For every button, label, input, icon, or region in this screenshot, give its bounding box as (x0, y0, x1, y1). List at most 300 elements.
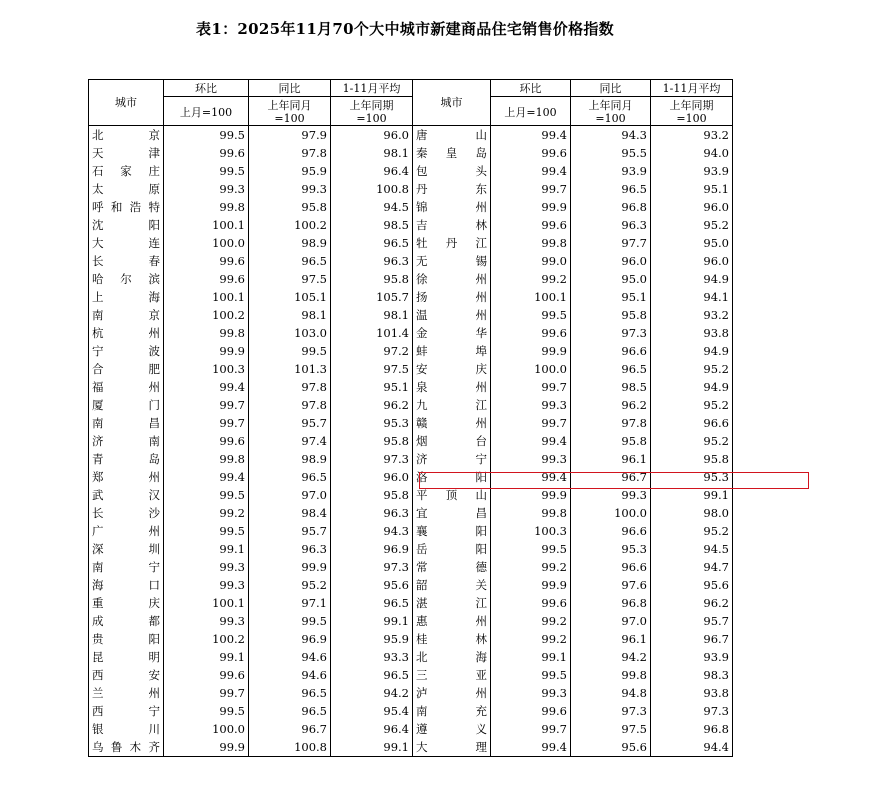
right-yoy-cell: 96.6 (571, 342, 651, 360)
left-mom-cell: 99.6 (164, 252, 249, 270)
right-mom-cell: 99.4 (491, 162, 571, 180)
left-city-cell: 南宁 (89, 558, 164, 576)
table-row (89, 612, 733, 630)
table-row (89, 738, 733, 757)
left-mom-cell: 99.3 (164, 180, 249, 198)
left-city-cell: 大连 (89, 234, 164, 252)
left-city-cell: 上海 (89, 288, 164, 306)
table-row (89, 378, 733, 396)
left-mom-cell: 99.5 (164, 486, 249, 504)
left-avg-cell: 95.4 (331, 702, 413, 720)
table-row (89, 414, 733, 432)
left-mom-cell: 99.3 (164, 576, 249, 594)
right-yoy-cell: 96.7 (571, 468, 651, 486)
right-avg-cell: 93.2 (651, 126, 733, 145)
right-city-cell: 宜昌 (413, 504, 491, 522)
avg-header-right: 1-11月平均 (651, 80, 733, 97)
left-mom-cell: 99.5 (164, 162, 249, 180)
right-avg-cell: 93.9 (651, 162, 733, 180)
right-mom-cell: 99.1 (491, 648, 571, 666)
left-avg-cell: 96.4 (331, 720, 413, 738)
left-avg-cell: 96.0 (331, 126, 413, 145)
table-row (89, 450, 733, 468)
right-yoy-cell: 95.8 (571, 306, 651, 324)
left-avg-cell: 96.5 (331, 594, 413, 612)
right-avg-cell: 93.9 (651, 648, 733, 666)
left-avg-cell: 95.1 (331, 378, 413, 396)
right-mom-cell: 99.8 (491, 234, 571, 252)
yoy-header-left: 同比 (249, 80, 331, 97)
right-mom-cell: 99.6 (491, 216, 571, 234)
right-yoy-cell: 96.5 (571, 360, 651, 378)
right-city-cell: 徐州 (413, 270, 491, 288)
table-row (89, 666, 733, 684)
left-avg-cell: 98.1 (331, 306, 413, 324)
right-avg-cell: 94.0 (651, 144, 733, 162)
left-mom-cell: 99.1 (164, 540, 249, 558)
table-row (89, 288, 733, 306)
left-city-cell: 南昌 (89, 414, 164, 432)
left-mom-cell: 99.6 (164, 270, 249, 288)
left-yoy-cell: 103.0 (249, 324, 331, 342)
left-avg-cell: 93.3 (331, 648, 413, 666)
right-mom-cell: 99.3 (491, 450, 571, 468)
right-mom-cell: 99.6 (491, 702, 571, 720)
price-index-table (88, 79, 733, 757)
table-row (89, 144, 733, 162)
right-avg-cell: 93.8 (651, 684, 733, 702)
right-yoy-cell: 97.8 (571, 414, 651, 432)
table-row (89, 684, 733, 702)
left-city-cell: 南京 (89, 306, 164, 324)
left-yoy-cell: 99.3 (249, 180, 331, 198)
table-row (89, 630, 733, 648)
table-row (89, 594, 733, 612)
mom-base-right: 上月=100 (491, 97, 571, 126)
right-city-cell: 蚌埠 (413, 342, 491, 360)
table-row (89, 126, 733, 145)
yoy-base-right: 上年同月 =100 (571, 97, 651, 126)
right-yoy-cell: 97.7 (571, 234, 651, 252)
left-mom-cell: 99.8 (164, 198, 249, 216)
yoy-header-right: 同比 (571, 80, 651, 97)
right-avg-cell: 95.0 (651, 234, 733, 252)
left-yoy-cell: 101.3 (249, 360, 331, 378)
left-yoy-cell: 100.2 (249, 216, 331, 234)
right-city-cell: 济宁 (413, 450, 491, 468)
right-city-cell: 北海 (413, 648, 491, 666)
right-yoy-cell: 100.0 (571, 504, 651, 522)
right-city-cell: 湛江 (413, 594, 491, 612)
left-avg-cell: 99.1 (331, 612, 413, 630)
table-row (89, 396, 733, 414)
right-yoy-cell: 94.8 (571, 684, 651, 702)
right-avg-cell: 96.6 (651, 414, 733, 432)
left-city-cell: 宁波 (89, 342, 164, 360)
left-mom-cell: 99.7 (164, 684, 249, 702)
left-city-cell: 西宁 (89, 702, 164, 720)
right-yoy-cell: 96.8 (571, 198, 651, 216)
left-yoy-cell: 94.6 (249, 666, 331, 684)
left-city-cell: 重庆 (89, 594, 164, 612)
right-avg-cell: 96.0 (651, 252, 733, 270)
left-yoy-cell: 96.5 (249, 252, 331, 270)
right-city-cell: 烟台 (413, 432, 491, 450)
left-mom-cell: 99.5 (164, 126, 249, 145)
left-avg-cell: 95.6 (331, 576, 413, 594)
left-mom-cell: 99.3 (164, 612, 249, 630)
right-avg-cell: 96.7 (651, 630, 733, 648)
right-mom-cell: 99.2 (491, 612, 571, 630)
right-mom-cell: 99.5 (491, 540, 571, 558)
right-yoy-cell: 99.3 (571, 486, 651, 504)
left-city-cell: 郑州 (89, 468, 164, 486)
left-yoy-cell: 97.8 (249, 144, 331, 162)
left-yoy-cell: 98.4 (249, 504, 331, 522)
right-yoy-cell: 98.5 (571, 378, 651, 396)
right-yoy-cell: 97.0 (571, 612, 651, 630)
left-yoy-cell: 97.9 (249, 126, 331, 145)
right-yoy-cell: 96.8 (571, 594, 651, 612)
left-avg-cell: 94.5 (331, 198, 413, 216)
right-city-cell: 襄阳 (413, 522, 491, 540)
left-yoy-cell: 96.5 (249, 684, 331, 702)
right-city-cell: 常德 (413, 558, 491, 576)
table-row (89, 306, 733, 324)
right-yoy-cell: 95.3 (571, 540, 651, 558)
right-yoy-cell: 96.2 (571, 396, 651, 414)
right-city-cell: 无锡 (413, 252, 491, 270)
left-city-cell: 银川 (89, 720, 164, 738)
right-yoy-cell: 99.8 (571, 666, 651, 684)
right-yoy-cell: 96.0 (571, 252, 651, 270)
right-yoy-cell: 95.1 (571, 288, 651, 306)
mom-header-right: 环比 (491, 80, 571, 97)
table-row (89, 504, 733, 522)
table-row (89, 270, 733, 288)
left-avg-cell: 100.8 (331, 180, 413, 198)
avg-header-left: 1-11月平均 (331, 80, 413, 97)
left-avg-cell: 94.2 (331, 684, 413, 702)
right-yoy-cell: 97.6 (571, 576, 651, 594)
left-yoy-cell: 100.8 (249, 738, 331, 757)
right-avg-cell: 94.5 (651, 540, 733, 558)
left-yoy-cell: 97.1 (249, 594, 331, 612)
left-mom-cell: 99.9 (164, 738, 249, 757)
left-mom-cell: 100.0 (164, 234, 249, 252)
right-city-cell: 安庆 (413, 360, 491, 378)
left-yoy-cell: 95.2 (249, 576, 331, 594)
left-mom-cell: 99.7 (164, 396, 249, 414)
right-avg-cell: 93.2 (651, 306, 733, 324)
right-avg-cell: 94.9 (651, 378, 733, 396)
left-city-cell: 哈尔滨 (89, 270, 164, 288)
left-mom-cell: 99.5 (164, 702, 249, 720)
right-yoy-cell: 94.3 (571, 126, 651, 145)
right-city-cell: 洛阳 (413, 468, 491, 486)
left-city-cell: 长春 (89, 252, 164, 270)
left-yoy-cell: 97.8 (249, 396, 331, 414)
right-yoy-cell: 97.3 (571, 324, 651, 342)
table-row (89, 558, 733, 576)
left-city-cell: 福州 (89, 378, 164, 396)
right-mom-cell: 99.9 (491, 198, 571, 216)
left-yoy-cell: 98.1 (249, 306, 331, 324)
left-yoy-cell: 96.9 (249, 630, 331, 648)
left-yoy-cell: 96.5 (249, 468, 331, 486)
left-yoy-cell: 99.5 (249, 342, 331, 360)
left-mom-cell: 99.9 (164, 342, 249, 360)
left-city-cell: 海口 (89, 576, 164, 594)
right-mom-cell: 99.4 (491, 432, 571, 450)
right-mom-cell: 99.9 (491, 342, 571, 360)
right-mom-cell: 99.2 (491, 630, 571, 648)
left-avg-cell: 96.5 (331, 666, 413, 684)
right-avg-cell: 95.2 (651, 216, 733, 234)
left-avg-cell: 94.3 (331, 522, 413, 540)
right-avg-cell: 94.9 (651, 342, 733, 360)
right-yoy-cell: 96.1 (571, 450, 651, 468)
left-yoy-cell: 98.9 (249, 234, 331, 252)
left-city-cell: 青岛 (89, 450, 164, 468)
right-mom-cell: 99.5 (491, 666, 571, 684)
left-city-cell: 北京 (89, 126, 164, 145)
right-city-cell: 秦皇岛 (413, 144, 491, 162)
right-mom-cell: 99.7 (491, 414, 571, 432)
left-city-cell: 乌鲁木齐 (89, 738, 164, 757)
right-yoy-cell: 97.3 (571, 702, 651, 720)
left-yoy-cell: 97.8 (249, 378, 331, 396)
left-city-cell: 成都 (89, 612, 164, 630)
right-avg-cell: 95.7 (651, 612, 733, 630)
left-mom-cell: 99.5 (164, 522, 249, 540)
right-mom-cell: 99.9 (491, 486, 571, 504)
yoy-base-left: 上年同月 =100 (249, 97, 331, 126)
left-avg-cell: 101.4 (331, 324, 413, 342)
avg-base-right: 上年同期 =100 (651, 97, 733, 126)
right-city-cell: 岳阳 (413, 540, 491, 558)
left-avg-cell: 96.3 (331, 252, 413, 270)
right-mom-cell: 99.3 (491, 684, 571, 702)
city-header-right: 城市 (413, 80, 491, 126)
left-city-cell: 沈阳 (89, 216, 164, 234)
right-avg-cell: 96.2 (651, 594, 733, 612)
right-mom-cell: 99.9 (491, 576, 571, 594)
table-row (89, 432, 733, 450)
left-avg-cell: 95.8 (331, 432, 413, 450)
left-avg-cell: 105.7 (331, 288, 413, 306)
table-row (89, 342, 733, 360)
right-yoy-cell: 95.0 (571, 270, 651, 288)
right-avg-cell: 95.2 (651, 396, 733, 414)
left-yoy-cell: 95.9 (249, 162, 331, 180)
right-avg-cell: 98.0 (651, 504, 733, 522)
right-yoy-cell: 96.6 (571, 522, 651, 540)
right-city-cell: 桂林 (413, 630, 491, 648)
mom-base-left: 上月=100 (164, 97, 249, 126)
left-yoy-cell: 96.5 (249, 702, 331, 720)
city-header-left: 城市 (89, 80, 164, 126)
right-yoy-cell: 96.5 (571, 180, 651, 198)
right-city-cell: 泸州 (413, 684, 491, 702)
left-yoy-cell: 98.9 (249, 450, 331, 468)
left-mom-cell: 99.6 (164, 144, 249, 162)
right-mom-cell: 99.7 (491, 180, 571, 198)
right-yoy-cell: 95.8 (571, 432, 651, 450)
left-yoy-cell: 99.5 (249, 612, 331, 630)
left-avg-cell: 98.5 (331, 216, 413, 234)
right-mom-cell: 99.2 (491, 270, 571, 288)
right-avg-cell: 98.3 (651, 666, 733, 684)
left-mom-cell: 100.2 (164, 630, 249, 648)
left-mom-cell: 99.6 (164, 432, 249, 450)
right-avg-cell: 93.8 (651, 324, 733, 342)
left-yoy-cell: 97.4 (249, 432, 331, 450)
right-city-cell: 南充 (413, 702, 491, 720)
right-city-cell: 扬州 (413, 288, 491, 306)
right-city-cell: 金华 (413, 324, 491, 342)
right-mom-cell: 99.3 (491, 396, 571, 414)
left-avg-cell: 95.3 (331, 414, 413, 432)
right-mom-cell: 99.5 (491, 306, 571, 324)
left-yoy-cell: 96.7 (249, 720, 331, 738)
right-avg-cell: 94.9 (651, 270, 733, 288)
left-city-cell: 天津 (89, 144, 164, 162)
table-row (89, 720, 733, 738)
left-avg-cell: 97.3 (331, 558, 413, 576)
right-avg-cell: 94.4 (651, 738, 733, 757)
right-avg-cell: 95.1 (651, 180, 733, 198)
right-avg-cell: 96.0 (651, 198, 733, 216)
left-city-cell: 太原 (89, 180, 164, 198)
left-city-cell: 合肥 (89, 360, 164, 378)
left-avg-cell: 95.9 (331, 630, 413, 648)
right-city-cell: 包头 (413, 162, 491, 180)
left-city-cell: 广州 (89, 522, 164, 540)
right-mom-cell: 99.6 (491, 594, 571, 612)
right-mom-cell: 99.6 (491, 144, 571, 162)
right-city-cell: 丹东 (413, 180, 491, 198)
right-city-cell: 惠州 (413, 612, 491, 630)
right-avg-cell: 95.2 (651, 360, 733, 378)
right-yoy-cell: 96.1 (571, 630, 651, 648)
left-mom-cell: 99.4 (164, 378, 249, 396)
right-mom-cell: 99.6 (491, 324, 571, 342)
right-yoy-cell: 95.6 (571, 738, 651, 757)
left-mom-cell: 99.8 (164, 450, 249, 468)
left-avg-cell: 97.5 (331, 360, 413, 378)
table-row (89, 234, 733, 252)
left-city-cell: 厦门 (89, 396, 164, 414)
right-yoy-cell: 95.5 (571, 144, 651, 162)
table-row (89, 216, 733, 234)
left-city-cell: 石家庄 (89, 162, 164, 180)
left-avg-cell: 96.0 (331, 468, 413, 486)
right-avg-cell: 94.1 (651, 288, 733, 306)
left-avg-cell: 98.1 (331, 144, 413, 162)
left-city-cell: 昆明 (89, 648, 164, 666)
table-row (89, 180, 733, 198)
left-yoy-cell: 105.1 (249, 288, 331, 306)
left-city-cell: 杭州 (89, 324, 164, 342)
left-mom-cell: 100.1 (164, 216, 249, 234)
right-city-cell: 平顶山 (413, 486, 491, 504)
left-yoy-cell: 99.9 (249, 558, 331, 576)
left-yoy-cell: 97.5 (249, 270, 331, 288)
right-city-cell: 吉林 (413, 216, 491, 234)
left-mom-cell: 100.1 (164, 288, 249, 306)
right-city-cell: 锦州 (413, 198, 491, 216)
right-city-cell: 遵义 (413, 720, 491, 738)
right-city-cell: 牡丹江 (413, 234, 491, 252)
left-city-cell: 武汉 (89, 486, 164, 504)
left-mom-cell: 100.3 (164, 360, 249, 378)
left-yoy-cell: 97.0 (249, 486, 331, 504)
right-avg-cell: 99.1 (651, 486, 733, 504)
table-row (89, 522, 733, 540)
right-mom-cell: 99.8 (491, 504, 571, 522)
left-avg-cell: 96.9 (331, 540, 413, 558)
left-city-cell: 深圳 (89, 540, 164, 558)
right-mom-cell: 99.4 (491, 126, 571, 145)
left-mom-cell: 100.0 (164, 720, 249, 738)
left-avg-cell: 96.4 (331, 162, 413, 180)
right-yoy-cell: 96.6 (571, 558, 651, 576)
left-mom-cell: 100.2 (164, 306, 249, 324)
left-city-cell: 兰州 (89, 684, 164, 702)
left-yoy-cell: 94.6 (249, 648, 331, 666)
left-mom-cell: 100.1 (164, 594, 249, 612)
avg-base-left: 上年同期 =100 (331, 97, 413, 126)
right-avg-cell: 94.7 (651, 558, 733, 576)
table-row (89, 252, 733, 270)
right-mom-cell: 99.7 (491, 378, 571, 396)
right-city-cell: 九江 (413, 396, 491, 414)
left-mom-cell: 99.4 (164, 468, 249, 486)
left-mom-cell: 99.6 (164, 666, 249, 684)
right-mom-cell: 99.4 (491, 738, 571, 757)
left-mom-cell: 99.1 (164, 648, 249, 666)
mom-header-left: 环比 (164, 80, 249, 97)
right-yoy-cell: 94.2 (571, 648, 651, 666)
left-city-cell: 济南 (89, 432, 164, 450)
right-mom-cell: 99.4 (491, 468, 571, 486)
left-avg-cell: 95.8 (331, 270, 413, 288)
table-title: 表1：2025年11月70个大中城市新建商品住宅销售价格指数 (196, 20, 614, 38)
left-mom-cell: 99.3 (164, 558, 249, 576)
right-yoy-cell: 96.3 (571, 216, 651, 234)
right-avg-cell: 95.6 (651, 576, 733, 594)
left-city-cell: 呼和浩特 (89, 198, 164, 216)
right-city-cell: 赣州 (413, 414, 491, 432)
left-city-cell: 贵阳 (89, 630, 164, 648)
table-row (89, 648, 733, 666)
right-mom-cell: 100.0 (491, 360, 571, 378)
left-avg-cell: 96.3 (331, 504, 413, 522)
left-city-cell: 西安 (89, 666, 164, 684)
right-yoy-cell: 93.9 (571, 162, 651, 180)
table-row (89, 324, 733, 342)
right-mom-cell: 99.0 (491, 252, 571, 270)
left-avg-cell: 97.2 (331, 342, 413, 360)
left-avg-cell: 96.2 (331, 396, 413, 414)
highlight-box (419, 472, 809, 489)
right-mom-cell: 100.1 (491, 288, 571, 306)
left-city-cell: 长沙 (89, 504, 164, 522)
table-row (89, 540, 733, 558)
left-yoy-cell: 96.3 (249, 540, 331, 558)
right-city-cell: 韶关 (413, 576, 491, 594)
